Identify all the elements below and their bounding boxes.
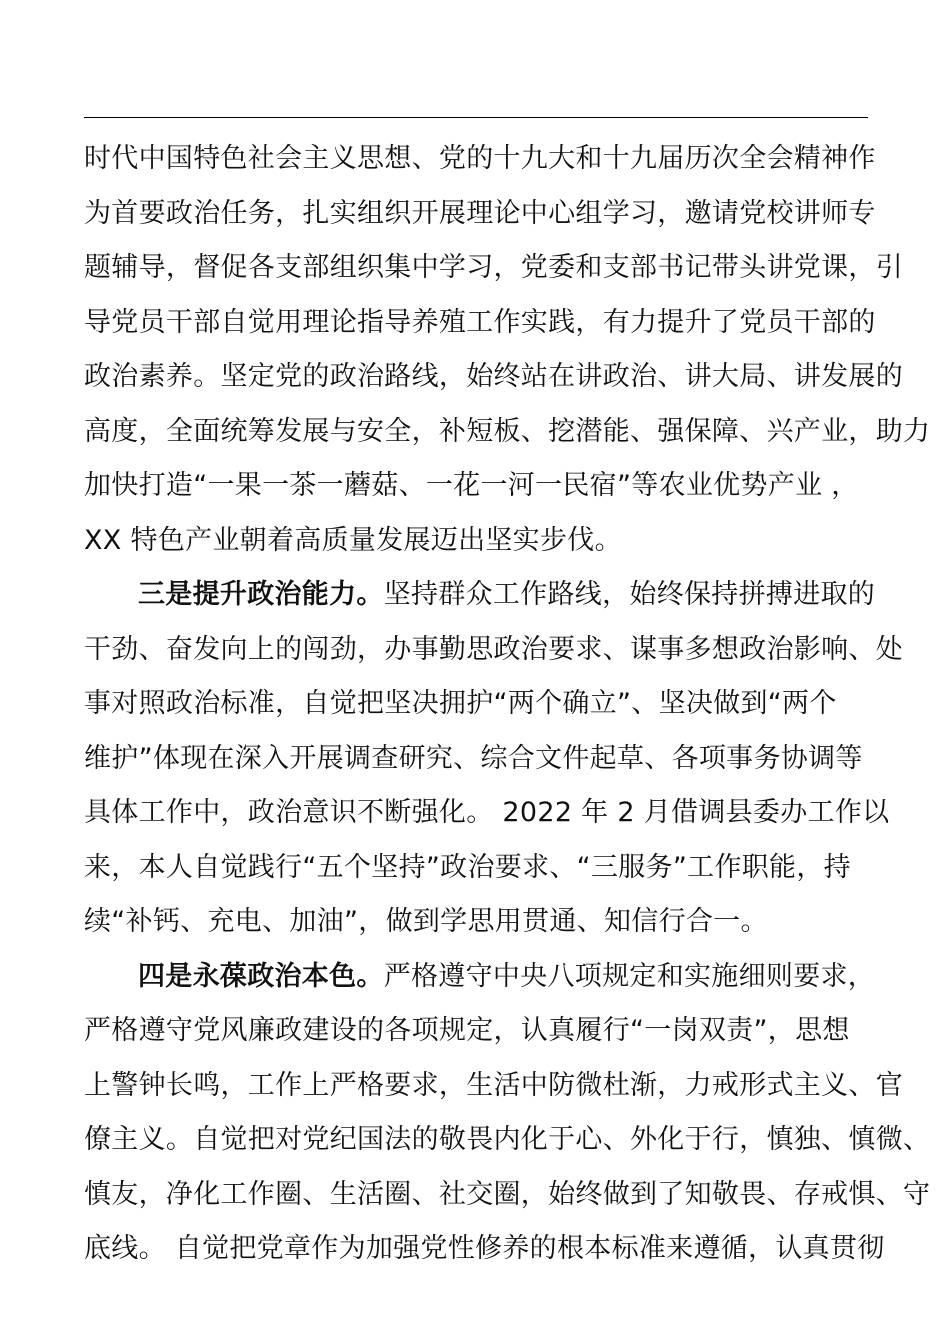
paragraph-3-heading: 三是提升政治能力。 xyxy=(138,579,384,610)
text-line: 干劲、奋发向上的闯劲，办事勤思政治要求、谋事多想政治影响、处 xyxy=(84,633,903,665)
text-line: 具体工作中，政治意识不断强化。 2022 年 2 月借调县委办工作以 xyxy=(84,797,890,828)
paragraph-3-first-line-text: 坚持群众工作路线，始终保持拼搏进取的 xyxy=(383,579,876,610)
text-line: 政治素养。坚定党的政治路线，始终站在讲政治、讲大局、讲发展的 xyxy=(84,361,903,392)
text-line: XX 特色产业朝着高质量发展迈出坚实步伐。 xyxy=(84,524,622,556)
text-line: 高度，全面统筹发展与安全，补短板、挖潜能、强保障、兴产业，助力 xyxy=(84,415,931,447)
text-line: 慎友，净化工作圈、生活圈、社交圈，始终做到了知敬畏、存戒惧、守 xyxy=(84,1178,931,1210)
paragraph-4-first-line-text: 严格遵守中央八项规定和实施细则要求， xyxy=(383,960,876,992)
text-line: 底线。 自觉把党章作为加强党性修养的根本标准来遵循，认真贯彻 xyxy=(84,1233,885,1264)
paragraph-3-first-line xyxy=(84,568,884,623)
text-line: 续“补钙、充电、加油”，做到学思用贯通、知信行合一。 xyxy=(84,906,768,937)
text-line: 来，本人自觉践行“五个坚持”政治要求、“三服务”工作职能，持 xyxy=(84,851,851,883)
header-rule xyxy=(84,117,868,118)
body-text xyxy=(84,132,931,1277)
text-line: 事对照政治标准，自觉把坚决拥护“两个确立”、坚决做到“两个 xyxy=(84,688,837,719)
text-line: 为首要政治任务，扎实组织开展理论中心组学习，邀请党校讲师专 xyxy=(84,197,876,229)
paragraph-4-first-line xyxy=(84,950,884,1005)
text-line: 加快打造“一果一茶一蘑菇、一花一河一民宿”等农业优势产业 ， xyxy=(84,470,859,501)
text-line: 严格遵守党风廉政建设的各项规定，认真履行“一岗双责”，思想 xyxy=(84,1015,850,1046)
text-line: 导党员干部自觉用理论指导养殖工作实践，有力提升了党员干部的 xyxy=(84,306,876,338)
text-line: 维护”体现在深入开展调查研究、综合文件起草、各项事务协调等 xyxy=(84,742,863,774)
text-line: 题辅导，督促各支部组织集中学习，党委和支部书记带头讲党课，引 xyxy=(84,252,903,283)
paragraph-4-heading: 四是永葆政治本色。 xyxy=(138,960,384,992)
text-line: 时代中国特色社会主义思想、党的十九大和十九届历次全会精神作 xyxy=(84,143,876,174)
text-line: 上警钟长鸣，工作上严格要求，生活中防微杜渐，力戒形式主义、官 xyxy=(84,1069,903,1101)
text-line: 僚主义。自觉把对党纪国法的敬畏内化于心、外化于行，慎独、慎微、 xyxy=(84,1124,931,1155)
